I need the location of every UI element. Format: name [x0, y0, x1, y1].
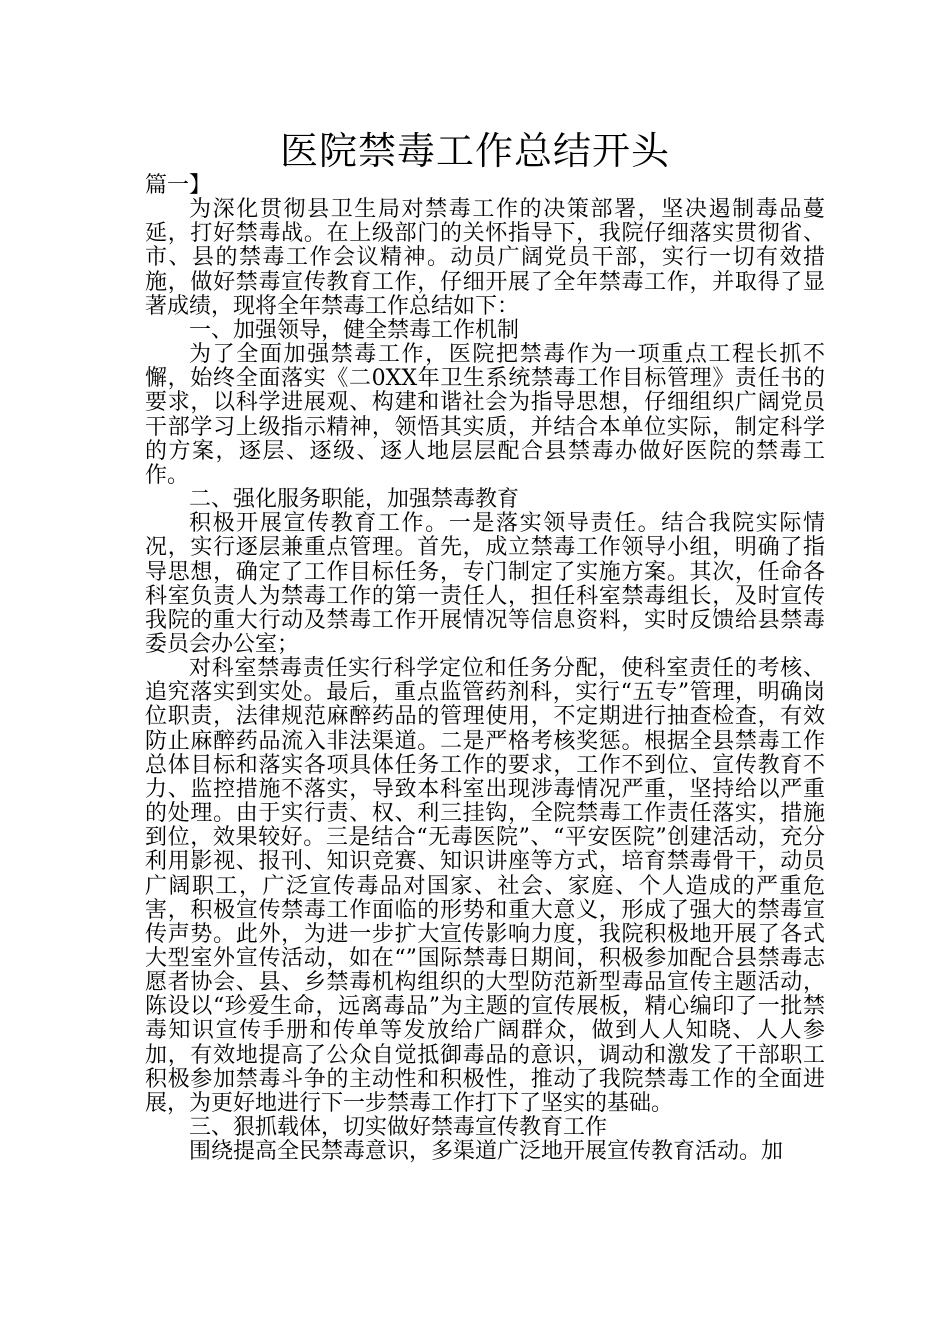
document-title: 医院禁毒工作总结开头: [279, 129, 670, 173]
paragraph: 三、狠抓载体，切实做好禁毒宣传教育工作: [189, 1115, 608, 1141]
paragraph: 二、强化服务职能，加强禁毒教育: [189, 487, 520, 513]
paragraph: 篇一】: [145, 173, 212, 198]
paragraph: 围绕提高全民禁毒意识，多渠道广泛地开展宣传教育活动。加: [189, 1139, 784, 1165]
document-body: [145, 174, 825, 1164]
paragraph: 一、加强领导，健全禁毒工作机制: [189, 317, 520, 343]
paragraph: 对科室禁毒责任实行科学定位和任务分配，使科室责任的考核、追究落实到实处。最后，重点监管药剂科，实行“五专”管理，明确岗位职责，法律规范麻醉药品的管理使用，不定期进行抽查检查，有效防止麻醉药品流入非法渠道。二是严格考核奖惩。根据全县禁毒工作总体目标和落实各项具体任务工作的要求，工作不到位、宣传教育不力、监控措施不落实，导致本科室出现涉毒情况严重，坚持给以严重的处理。由于实行责、权、利三挂钩，全院禁毒工作责任落实，措施到位，效果较好。三是结合“无毒医院”、“平安医院”创建活动，充分利用影视、报刊、知识竞赛、知识讲座等方式，培育禁毒骨干，动员广阔职工，广泛宣传毒品对国家、社会、家庭、个人造成的严重危害，积极宣传禁毒工作面临的形势和重大意义，形成了强大的禁毒宣传声势。此外，为进一步扩大宣传影响力度，我院积极地开展了各式大型室外宣传活动，如在“”国际禁毒日期间，积极参加配合县禁毒志愿者协会、县、乡禁毒机构组织的大型防范新型毒品宣传主题活动，陈设以“珍爱生命，远离毒品”为主题的宣传展板，精心编印了一批禁毒知识宣传手册和传单等发放给广阔群众，做到人人知晓、人人参加，有效地提高了公众自觉抵御毒品的意识，调动和激发了干部职工积极参加禁毒斗争的主动性和积极性，推动了我院禁毒工作的全面进展，为更好地进行下一步禁毒工作打下了坚实的基础。: [145, 656, 825, 1116]
paragraph: 为了全面加强禁毒工作，医院把禁毒作为一项重点工程长抓不懈，始终全面落实《二0XX年卫生系统禁毒工作目标管理》责任书的要求，以科学进展观、构建和谐社会为指导思想，仔细组织广阔党员干部学习上级指示精神，领悟其实质，并结合本单位实际，制定科学的方案，逐层、逐级、逐人地层层配合县禁毒办做好医院的禁毒工作。: [145, 342, 825, 488]
paragraph: 积极开展宣传教育工作。一是落实领导责任。结合我院实际情况，实行逐层兼重点管理。首先，成立禁毒工作领导小组，明确了指导思想，确定了工作目标任务，专门制定了实施方案。其次，任命各科室负责人为禁毒工作的第一责任人，担任科室禁毒组长，及时宣传我院的重大行动及禁毒工作开展情况等信息资料，实时反馈给县禁毒委员会办公室；: [145, 511, 825, 657]
paragraph: 为深化贯彻县卫生局对禁毒工作的决策部署，坚决遏制毒品蔓延，打好禁毒战。在上级部门的关怀指导下，我院仔细落实贯彻省、市、县的禁毒工作会议精神。动员广阔党员干部，实行一切有效措施，做好禁毒宣传教育工作，仔细开展了全年禁毒工作，并取得了显著成绩，现将全年禁毒工作总结如下：: [145, 197, 825, 319]
